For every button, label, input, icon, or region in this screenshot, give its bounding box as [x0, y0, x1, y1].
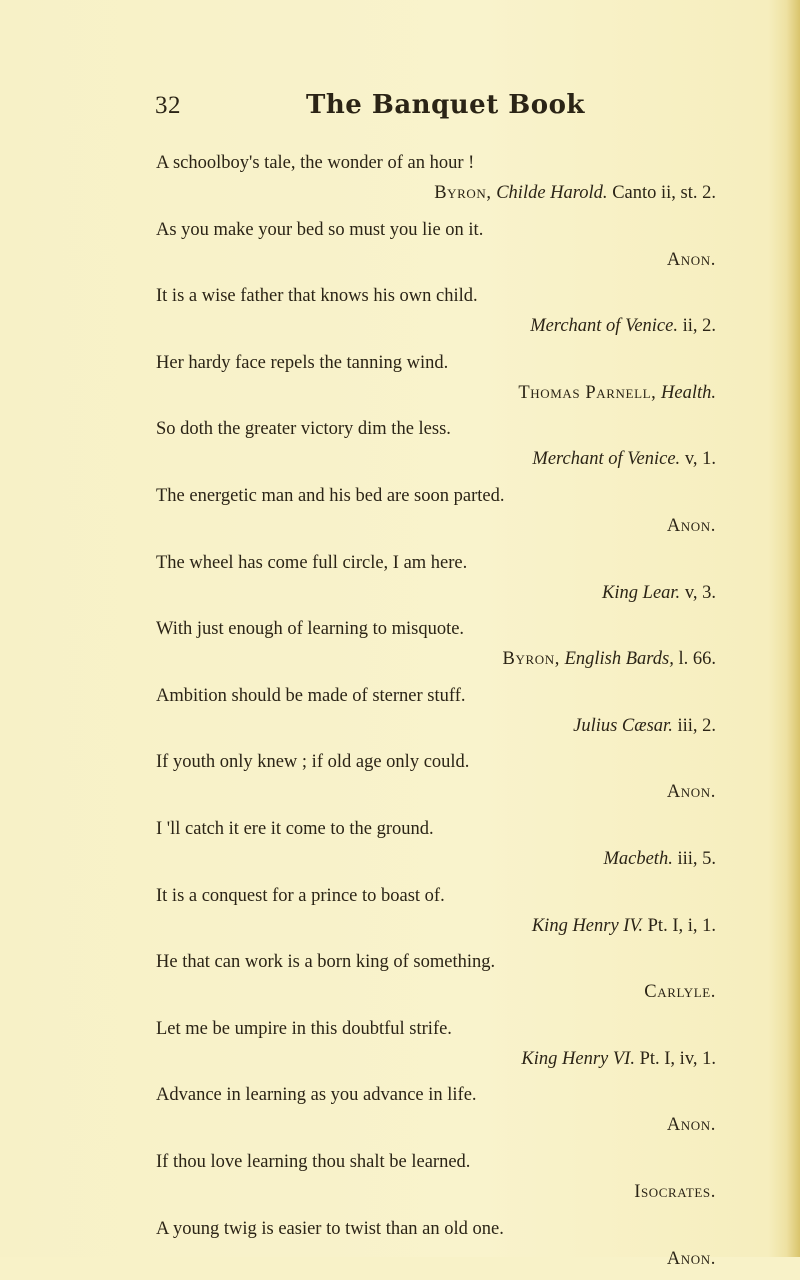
quotation-attribution	[156, 1110, 716, 1140]
quotation-attribution	[156, 1044, 716, 1074]
quotation-work: Merchant of Venice.	[532, 449, 680, 469]
quotation-reference: Pt. I, iv, 1.	[640, 1049, 716, 1069]
quotation	[156, 481, 716, 548]
quotation-text: Ambition should be made of sterner stuff.	[156, 681, 716, 711]
quotation-text: If youth only knew ; if old age only could.	[156, 747, 716, 777]
quotation-attribution	[156, 911, 716, 941]
quotation-text: It is a conquest for a prince to boast of.	[156, 881, 716, 911]
quotation	[156, 1214, 716, 1280]
quotation	[156, 1147, 716, 1214]
quotation-reference: l. 66.	[678, 649, 716, 669]
quotation-text: Advance in learning as you advance in life.	[156, 1080, 716, 1110]
quotation-author: Carlyle.	[644, 982, 716, 1002]
quotation-text: I 'll catch it ere it come to the ground.	[156, 814, 716, 844]
quotation-work: Health.	[661, 383, 716, 403]
quotation	[156, 881, 716, 948]
quotation-author: Anon.	[667, 1115, 716, 1135]
quotation	[156, 747, 716, 814]
quotation-author: Anon.	[667, 250, 716, 270]
quotation-attribution	[156, 1177, 716, 1207]
quotation-attribution	[156, 711, 716, 741]
quotation-author: Isocrates.	[634, 1182, 716, 1202]
quotation-attribution	[156, 844, 716, 874]
quotation	[156, 215, 716, 282]
quotation-reference: ii, 2.	[683, 316, 716, 336]
quotation-author: Anon.	[667, 782, 716, 802]
quotation-reference: v, 1.	[685, 449, 716, 469]
page-number: 32	[155, 92, 181, 120]
quotation-author: Byron,	[503, 649, 560, 669]
quotation-attribution	[156, 644, 716, 674]
quotation-work: English Bards,	[565, 649, 674, 669]
quotation-reference: Canto ii, st. 2.	[612, 183, 716, 203]
running-title: The Banquet Book	[306, 90, 585, 120]
quotation-attribution	[156, 245, 716, 275]
quotation-reference: v, 3.	[685, 583, 716, 603]
quotation-attribution	[156, 977, 716, 1007]
quotation-work: Julius Cæsar.	[573, 716, 673, 736]
quotation-text: He that can work is a born king of something.	[156, 947, 716, 977]
quotation-attribution	[156, 444, 716, 474]
quotation-text: So doth the greater victory dim the less.	[156, 414, 716, 444]
quotation	[156, 947, 716, 1014]
quotation-text: As you make your bed so must you lie on it.	[156, 215, 716, 245]
quotation-work: King Henry IV.	[532, 916, 643, 936]
quotation-text: The wheel has come full circle, I am here.	[156, 548, 716, 578]
quotation	[156, 1080, 716, 1147]
quotation-text: It is a wise father that knows his own child.	[156, 281, 716, 311]
quotation-work: Macbeth.	[603, 849, 672, 869]
quotation-work: King Lear.	[602, 583, 680, 603]
quotation	[156, 1014, 716, 1081]
quotation-attribution	[156, 511, 716, 541]
quotation-work: King Henry VI.	[521, 1049, 635, 1069]
quotation	[156, 281, 716, 348]
quotation-work: Merchant of Venice.	[530, 316, 678, 336]
quotation-text: A young twig is easier to twist than an old one.	[156, 1214, 716, 1244]
quotation-attribution	[156, 777, 716, 807]
quotation-author: Anon.	[667, 1249, 716, 1269]
quotation-reference: iii, 2.	[677, 716, 716, 736]
quotation-author: Anon.	[667, 516, 716, 536]
quotation-author: Thomas Parnell,	[518, 383, 656, 403]
quotation-author: Byron,	[434, 183, 491, 203]
page-header	[0, 92, 800, 132]
quotation-text: Let me be umpire in this doubtful strife.	[156, 1014, 716, 1044]
quotation-reference: Pt. I, i, 1.	[648, 916, 716, 936]
quotation	[156, 681, 716, 748]
quotation-work: Childe Harold.	[496, 183, 607, 203]
quotation-attribution	[156, 178, 716, 208]
quotation-text: With just enough of learning to misquote.	[156, 614, 716, 644]
quotation-text: If thou love learning thou shalt be learned.	[156, 1147, 716, 1177]
quotation-attribution	[156, 311, 716, 341]
quotation	[156, 148, 716, 215]
quotation	[156, 548, 716, 615]
page-edge	[786, 0, 800, 1257]
quotation-reference: iii, 5.	[677, 849, 716, 869]
quotation-text: Her hardy face repels the tanning wind.	[156, 348, 716, 378]
quotation-attribution	[156, 1244, 716, 1274]
quotation	[156, 614, 716, 681]
quotation-text: A schoolboy's tale, the wonder of an hour !	[156, 148, 716, 178]
quotation	[156, 414, 716, 481]
quotation-list	[156, 148, 716, 1280]
quotation-attribution	[156, 378, 716, 408]
quotation-text: The energetic man and his bed are soon parted.	[156, 481, 716, 511]
quotation-attribution	[156, 578, 716, 608]
quotation	[156, 348, 716, 415]
quotation	[156, 814, 716, 881]
